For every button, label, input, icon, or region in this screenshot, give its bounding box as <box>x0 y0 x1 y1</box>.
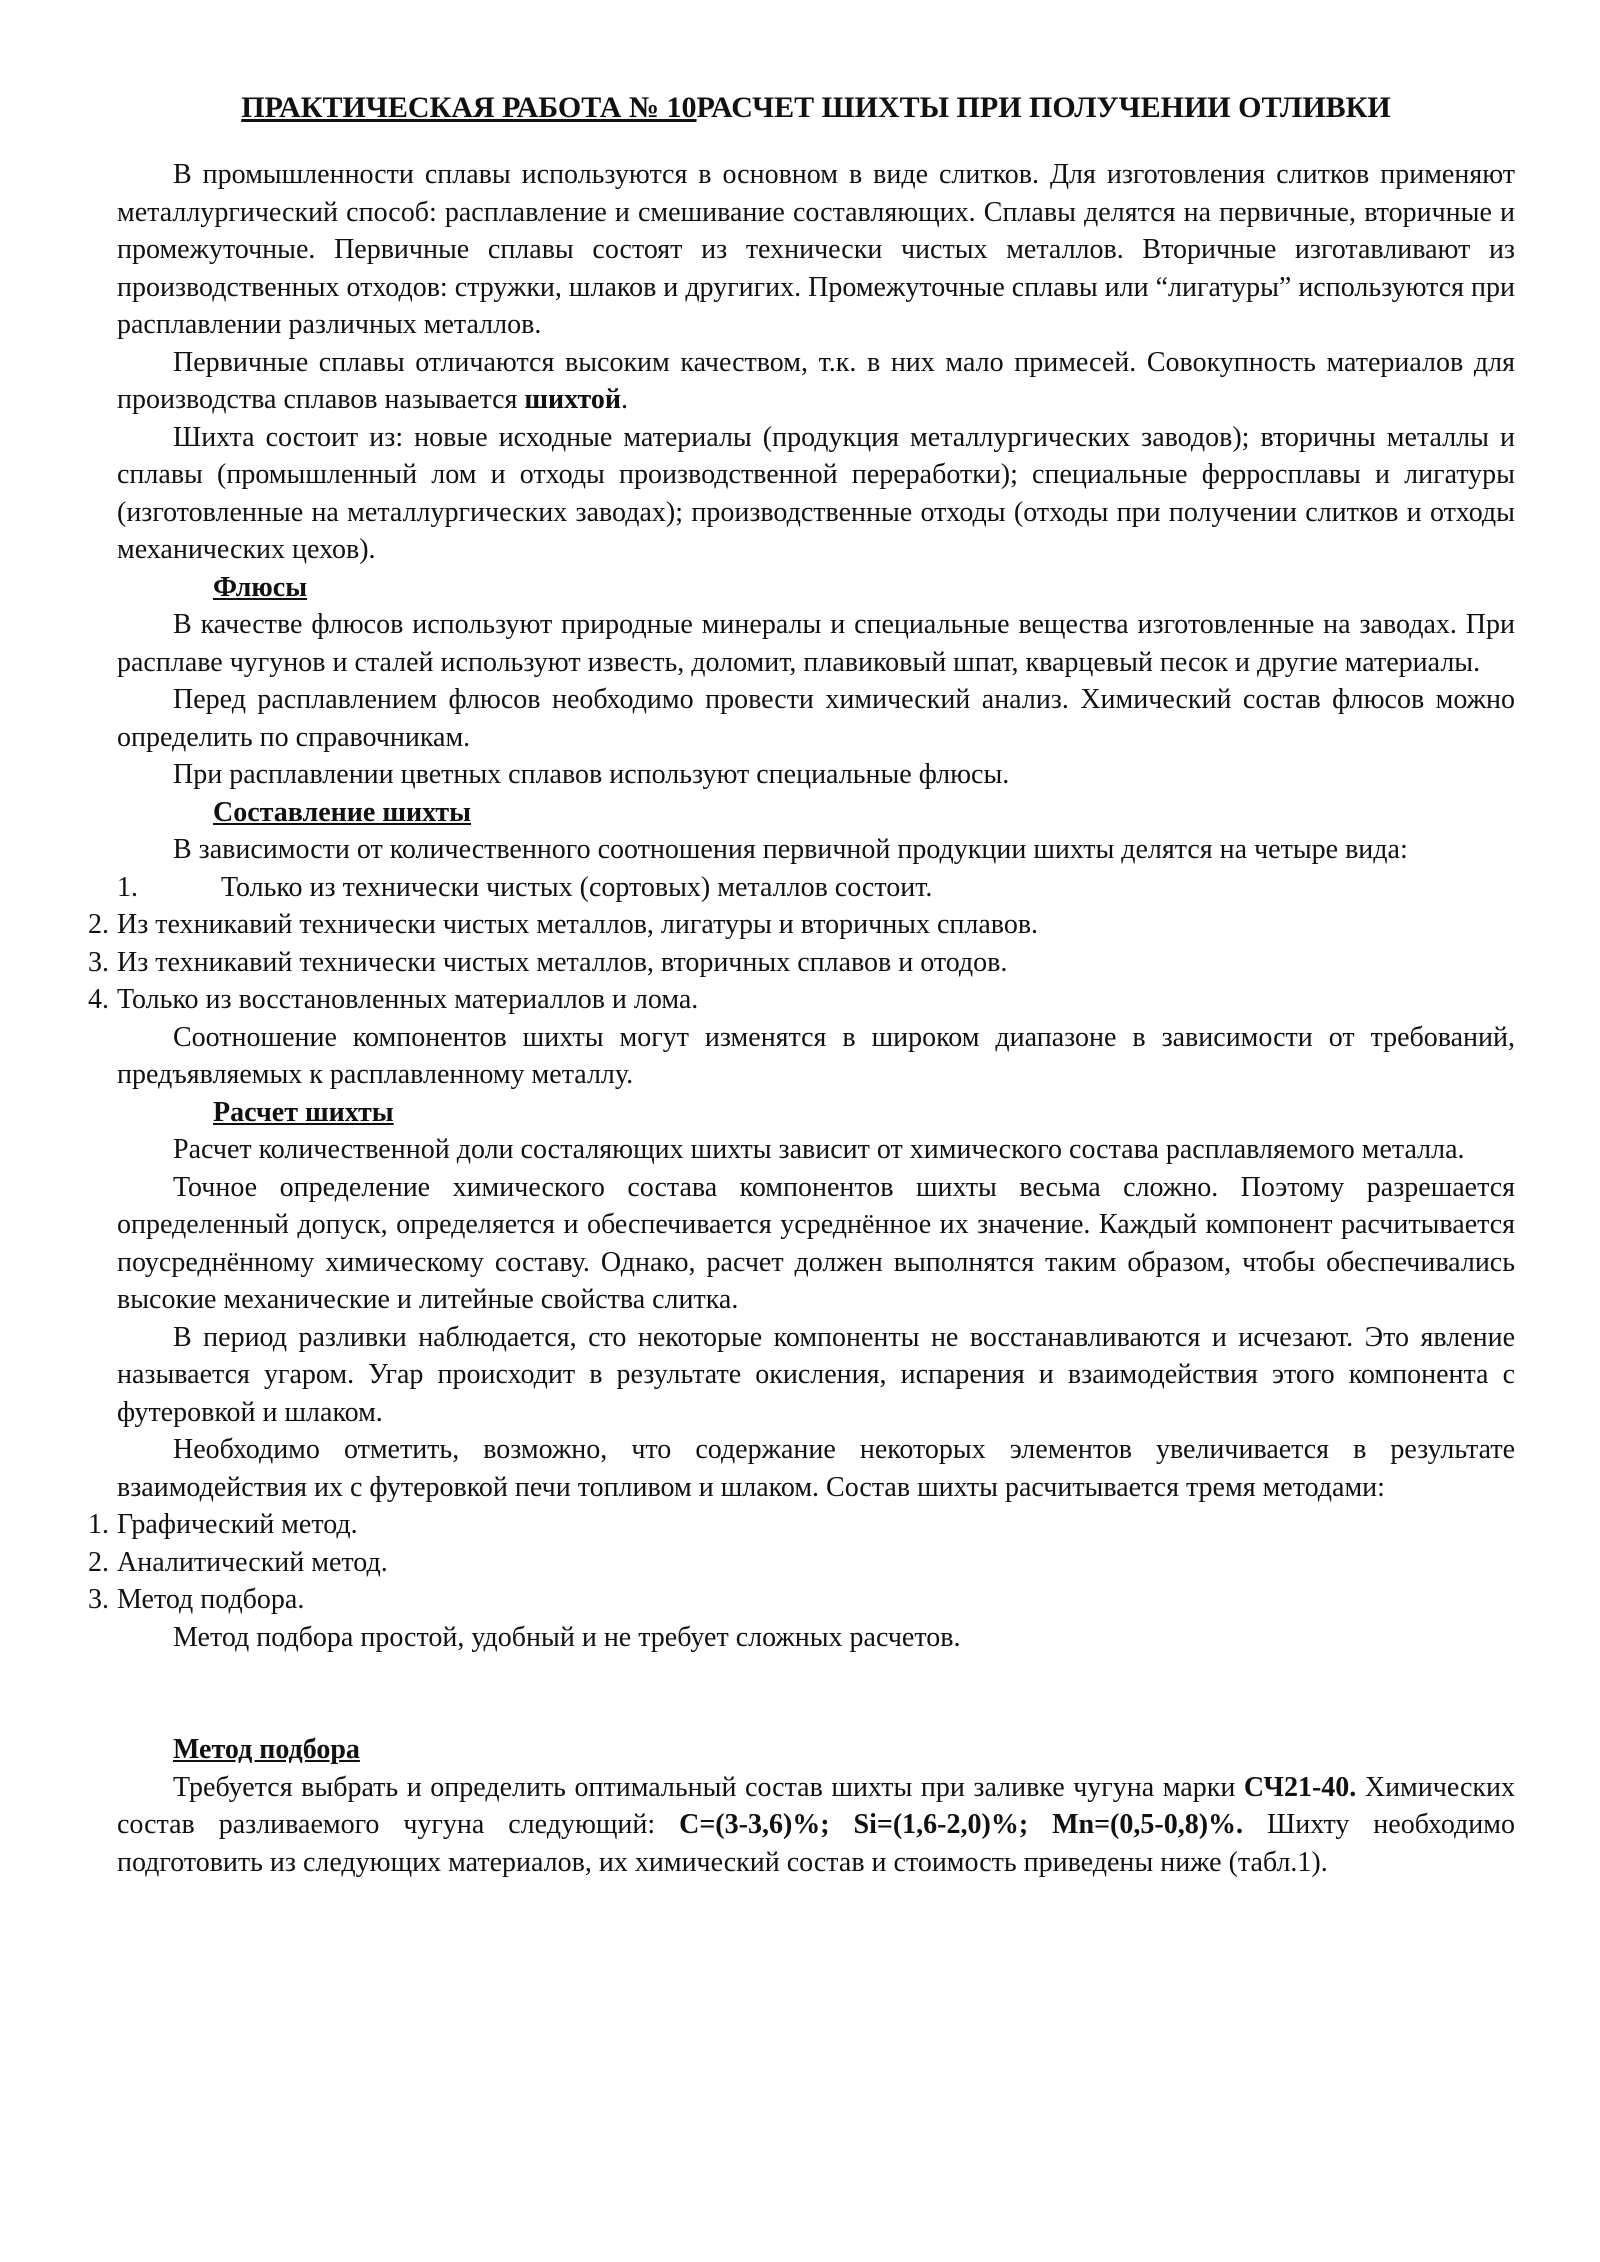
paragraph-task <box>117 1769 1515 1882</box>
paragraph-nonferrous-flux: При расплавлении цветных сплавов используют специальные флюсы. <box>173 759 1010 790</box>
heading-charge-compose: Составление шихты <box>213 796 472 828</box>
list-item <box>88 1544 1515 1582</box>
list-item <box>117 869 1515 907</box>
document-page <box>88 88 1515 1881</box>
list-text: Из техникавий технически чистых металлов, лигатуры и вторичных сплавов. <box>117 909 1039 940</box>
list-number: 2. <box>88 1546 109 1578</box>
title-topic: РАСЧЕТ ШИХТЫ ПРИ ПОЛУЧЕНИИ ОТЛИВКИ <box>696 91 1391 124</box>
list-number: 2. <box>88 909 109 940</box>
paragraph-flux-analysis: Перед расплавлением флюсов необходимо провести химический анализ. Химический состав флюсов можно определить по справочникам. <box>117 684 1515 753</box>
paragraph-fluxes: В качестве флюсов используют природные минералы и специальные вещества изготовленные на заводах. При расплаве чугунов и сталей используют известь, доломит, плавиковый шпат, кварцевый песок и другие материалы. <box>117 609 1515 678</box>
paragraph-text: Первичные сплавы отличаются высоким качеством, т.к. в них мало примесей. Совокупность материалов для производства сплавов называется <box>117 346 1515 415</box>
list-number: 3. <box>88 1584 109 1615</box>
paragraph-precision: Точное определение химического состава компонентов шихты весьма сложно. Поэтому разрешается определенный допуск, определяется и обеспечивается усреднённое их значение. Каждый компонент расчитывается поусреднённому химическому составу. Однако, расчет должен выполнятся таким образом, чтобы обеспечивались высокие механические и литейные свойства слитка. <box>117 1171 1515 1315</box>
paragraph-text: Химических состав разливаемого чугуна следующий: <box>117 1771 1515 1840</box>
paragraph-methods: Необходимо отметить, возможно, что содержание некоторых элементов увеличивается в результате взаимодействия их с футеровкой печи топливом и шлаком. Состав шихты расчитывается тремя методами: <box>117 1434 1515 1503</box>
list-number: 3. <box>88 946 109 978</box>
list-text: Метод подбора. <box>117 1584 305 1615</box>
paragraph-calc-share: Расчет количественной доли состаляющих шихты зависит от химического состава расплавляемого металла. <box>173 1134 1465 1165</box>
list-charge-types <box>88 869 1515 1019</box>
list-text: Графический метод. <box>117 1509 358 1540</box>
paragraph-text: . <box>620 384 628 415</box>
list-item <box>88 944 1515 982</box>
paragraph-text: Шихту необходимо подготовить из следующих материалов, их химический состав и стоимость приведены ниже (табл.1). <box>117 1809 1515 1878</box>
list-text: Аналитический метод. <box>117 1546 388 1578</box>
term-charge: шихтой <box>524 384 621 415</box>
list-item <box>88 1506 1515 1544</box>
paragraph-ratio: Соотношение компонентов шихты могут изменятся в широком диапазоне в зависимости от требований, предъявляемых к расплавленному металлу. <box>117 1021 1515 1090</box>
list-text: Только из технически чистых (сортовых) металлов состоит. <box>221 871 933 903</box>
paragraph-text: Требуется выбрать и определить оптимальный состав шихты при заливке чугуна марки <box>173 1771 1244 1803</box>
cast-iron-grade: СЧ21-40. <box>1243 1771 1357 1803</box>
list-text: Из техникавий технически чистых металлов, вторичных сплавов и отодов. <box>117 946 1008 978</box>
list-number: 1. <box>117 871 138 903</box>
paragraph-burnout: В период разливки наблюдается, сто некоторые компоненты не восстанавливаются и исчезают. Это явление называется угаром. Угар происходит в результате окисления, испарения и взаимодействия этого компонента с футеровкой и шлаком. <box>117 1321 1515 1428</box>
heading-charge-calc: Расчет шихты <box>213 1096 394 1128</box>
list-methods <box>88 1506 1515 1619</box>
heading-fluxes: Флюсы <box>213 571 308 603</box>
list-number: 1. <box>88 1509 109 1540</box>
heading-selection-method: Метод подбора <box>173 1734 360 1765</box>
paragraph-charge-composition: Шихта состоит из: новые исходные материалы (продукция металлургических заводов); вторичны металлы и сплавы (промышленный лом и отходы производственной переработки); специальные ферросплавы и лигатуры (изготовленные на металлургических заводах); производственные отходы (отходы при получении слитков и отходы механических цехов). <box>117 421 1515 565</box>
title-work-number: ПРАКТИЧЕСКАЯ РАБОТА № 10 <box>241 91 697 124</box>
list-item <box>88 1581 1515 1619</box>
list-item <box>88 981 1515 1019</box>
paragraph-intro: В промышленности сплавы используются в основном в виде слитков. Для изготовления слитков применяют металлургический способ: расплавление и смешивание составляющих. Сплавы делятся на первичные, вторичные и промежуточные. Первичные сплавы состоят из технически чистых металлов. Вторичные изготавливают из производственных отходов: стружки, шлаков и другигих. Промежуточные сплавы или “лигатуры” используются при расплавлении различных металлов. <box>117 159 1515 340</box>
list-number: 4. <box>88 984 109 1015</box>
paragraph-charge-types: В зависимости от количественного соотношения первичной продукции шихты делятся на четыре вида: <box>173 834 1408 865</box>
chemical-composition: С=(3-3,6)%; Si=(1,6-2,0)%; Mn=(0,5-0,8)%. <box>679 1809 1244 1840</box>
paragraph-selection-simple: Метод подбора простой, удобный и не требует сложных расчетов. <box>173 1621 961 1653</box>
list-text: Только из восстановленных материаллов и лома. <box>117 984 699 1015</box>
blank-space <box>117 1656 1515 1731</box>
paragraph-primary-alloys <box>117 344 1515 419</box>
list-item <box>88 906 1515 944</box>
page-title <box>117 88 1515 128</box>
